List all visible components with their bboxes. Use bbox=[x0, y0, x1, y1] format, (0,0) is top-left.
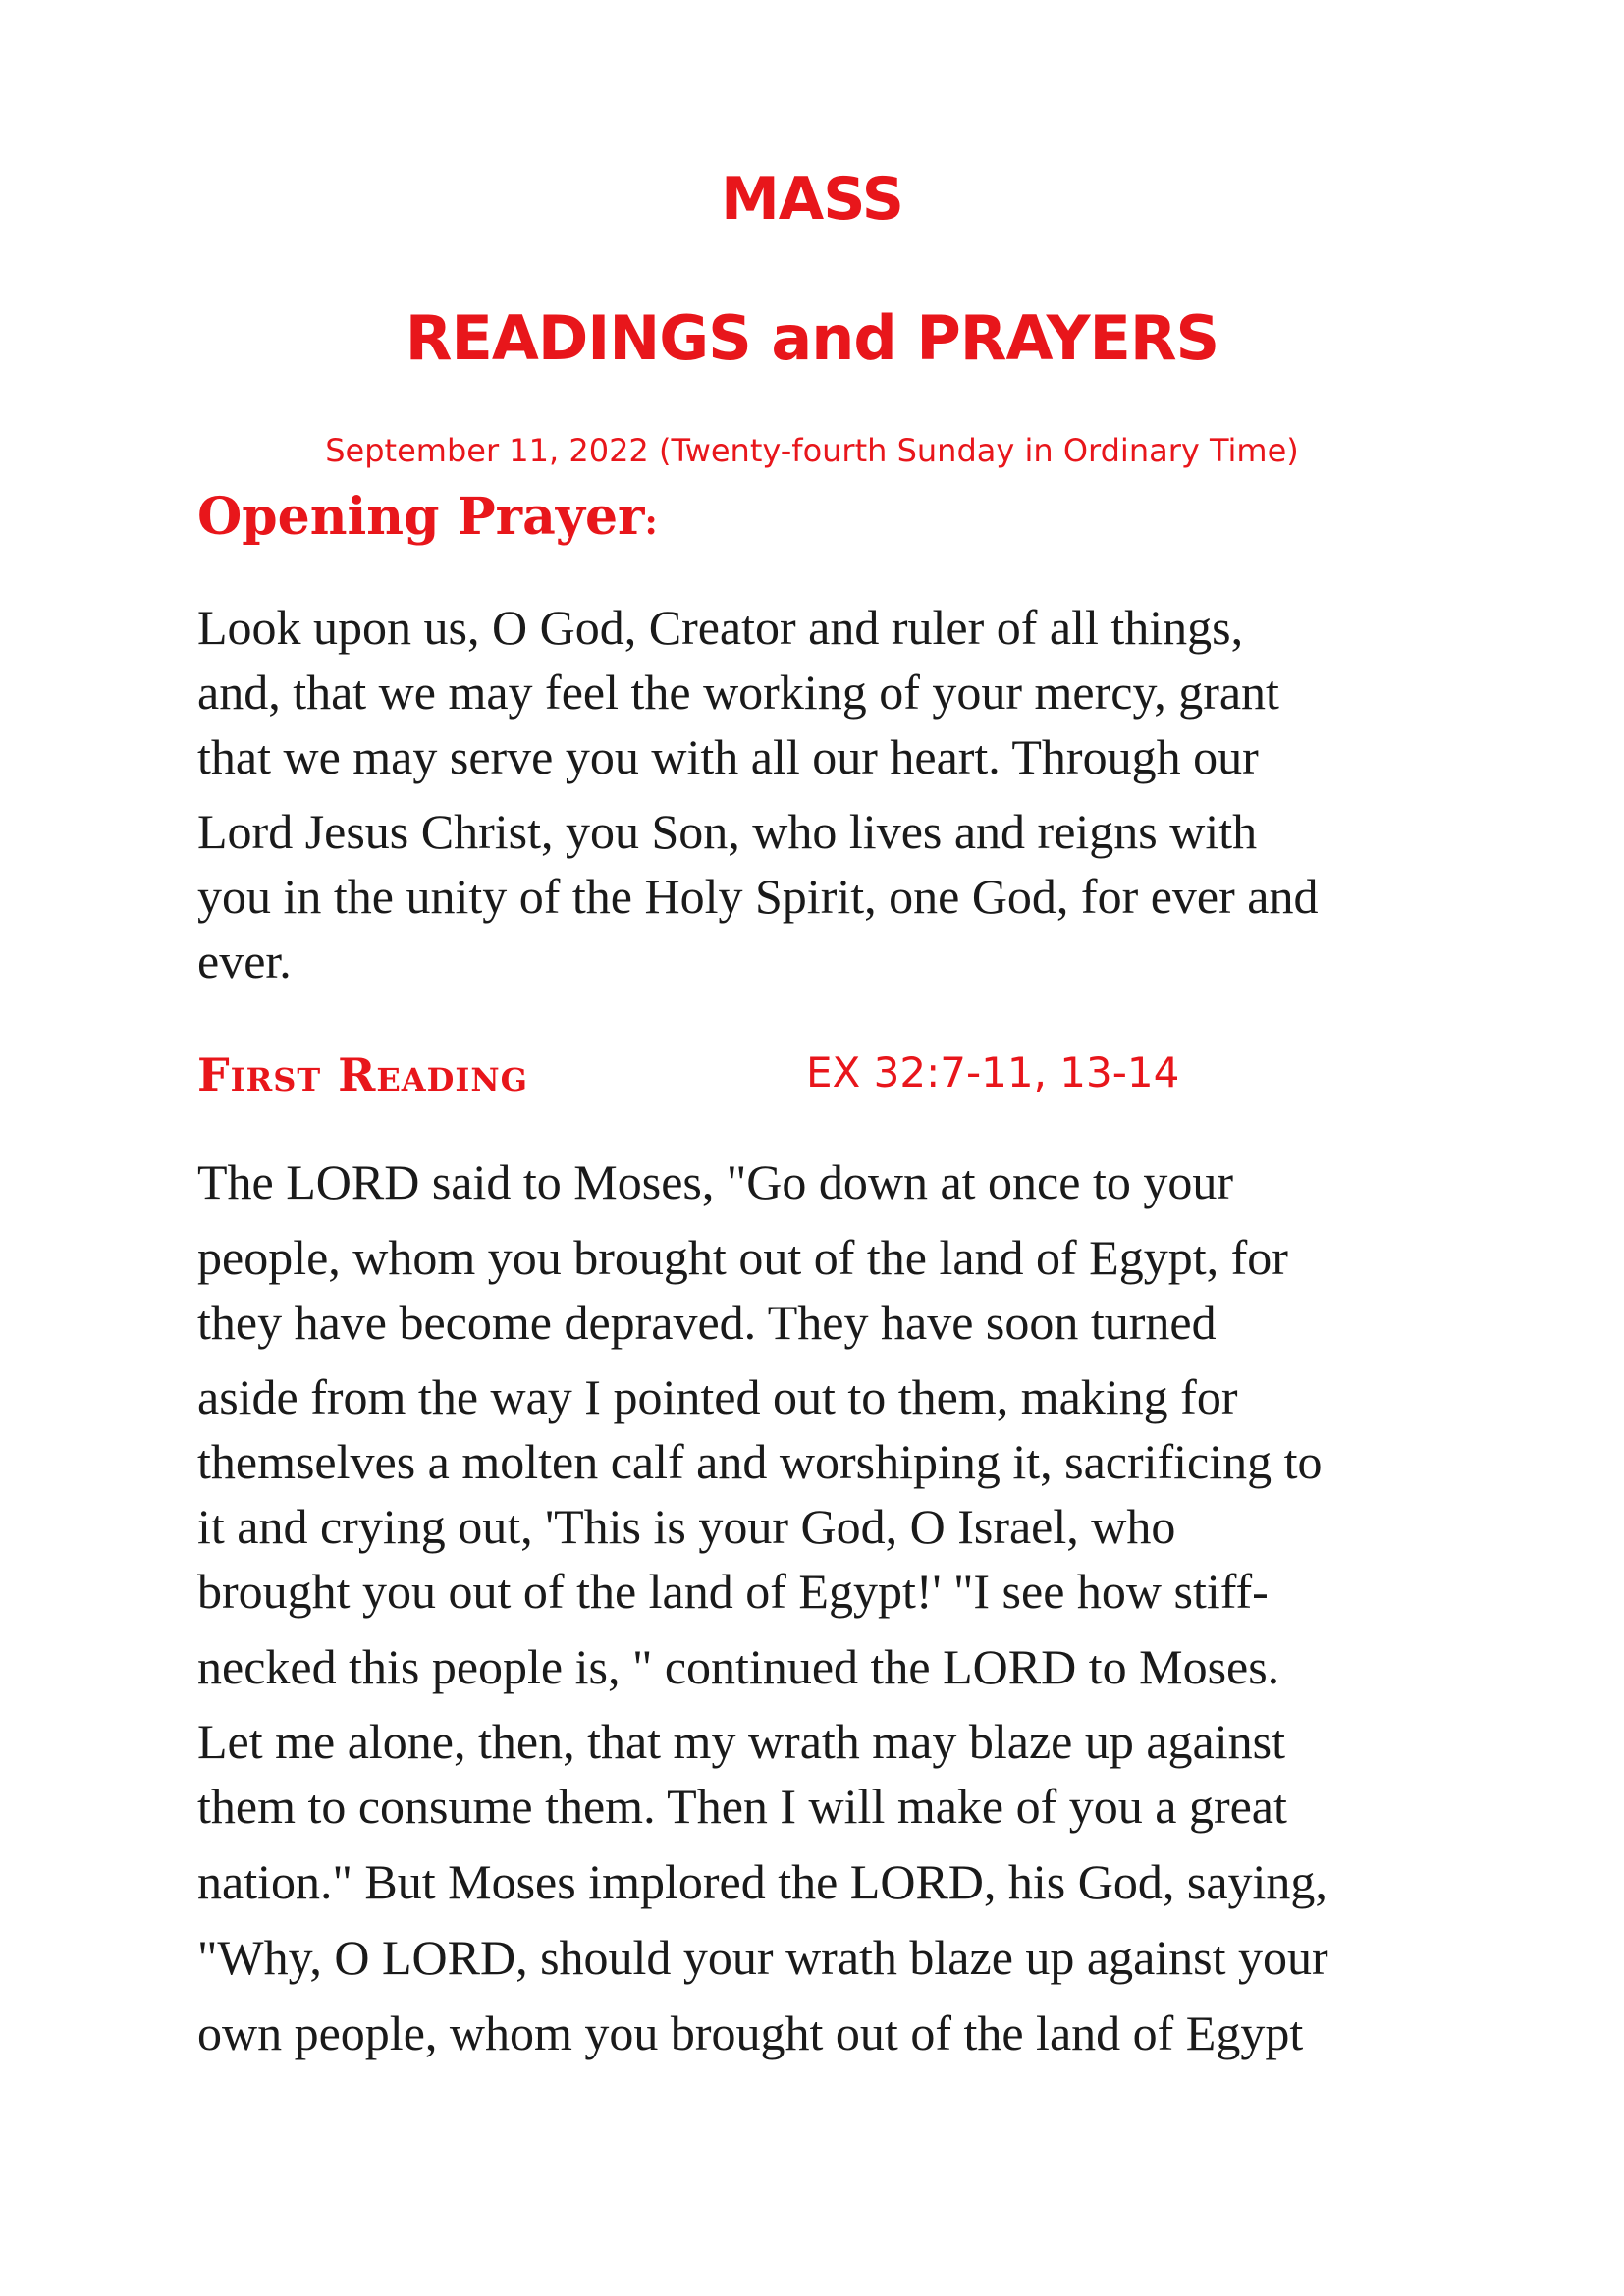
opening-prayer-line: you in the unity of the Holy Spirit, one God, for ever and bbox=[197, 869, 1319, 924]
first-reading-line: Let me alone, then, that my wrath may blaze up against bbox=[197, 1714, 1285, 1769]
first-reading-line: The LORD said to Moses, "Go down at once to your bbox=[197, 1154, 1233, 1209]
first-reading-line: "Why, O LORD, should your wrath blaze up against your bbox=[197, 1930, 1328, 1985]
first-reading-line: themselves a molten calf and worshiping it, sacrificing to bbox=[197, 1434, 1323, 1489]
opening-prayer-heading-text: Opening Prayer bbox=[197, 487, 645, 547]
first-reading-line: nation." But Moses implored the LORD, his God, saying, bbox=[197, 1854, 1327, 1909]
opening-prayer-line: Look upon us, O God, Creator and ruler of all things, bbox=[197, 600, 1244, 655]
opening-prayer-line: that we may serve you with all our heart. Through our bbox=[197, 729, 1259, 784]
first-reading-line: people, whom you brought out of the land of Egypt, for bbox=[197, 1230, 1288, 1285]
date-subtitle: September 11, 2022 (Twenty-fourth Sunday in Ordinary Time) bbox=[325, 432, 1299, 469]
first-reading-line: it and crying out, 'This is your God, O Israel, who bbox=[197, 1499, 1176, 1554]
first-reading-line: own people, whom you brought out of the land of Egypt bbox=[197, 2005, 1304, 2060]
page-title-readings-prayers: READINGS and PRAYERS bbox=[405, 302, 1219, 374]
first-reading-line: aside from the way I pointed out to them, making for bbox=[197, 1369, 1238, 1424]
page-title-mass: MASS bbox=[721, 165, 903, 234]
opening-prayer-line: ever. bbox=[197, 934, 292, 988]
opening-prayer-heading bbox=[197, 487, 658, 547]
opening-prayer-heading-colon: : bbox=[644, 502, 658, 543]
first-reading-heading: First Reading bbox=[197, 1048, 528, 1101]
first-reading-line: brought you out of the land of Egypt!' "I see how stiff- bbox=[197, 1564, 1269, 1619]
first-reading-line: necked this people is, " continued the LORD to Moses. bbox=[197, 1639, 1280, 1694]
opening-prayer-line: and, that we may feel the working of your mercy, grant bbox=[197, 665, 1279, 720]
first-reading-line: they have become depraved. They have soon turned bbox=[197, 1295, 1217, 1350]
first-reading-reference: EX 32:7-11, 13-14 bbox=[806, 1048, 1180, 1096]
first-reading-line: them to consume them. Then I will make of you a great bbox=[197, 1779, 1287, 1834]
opening-prayer-line: Lord Jesus Christ, you Son, who lives and reigns with bbox=[197, 804, 1258, 859]
